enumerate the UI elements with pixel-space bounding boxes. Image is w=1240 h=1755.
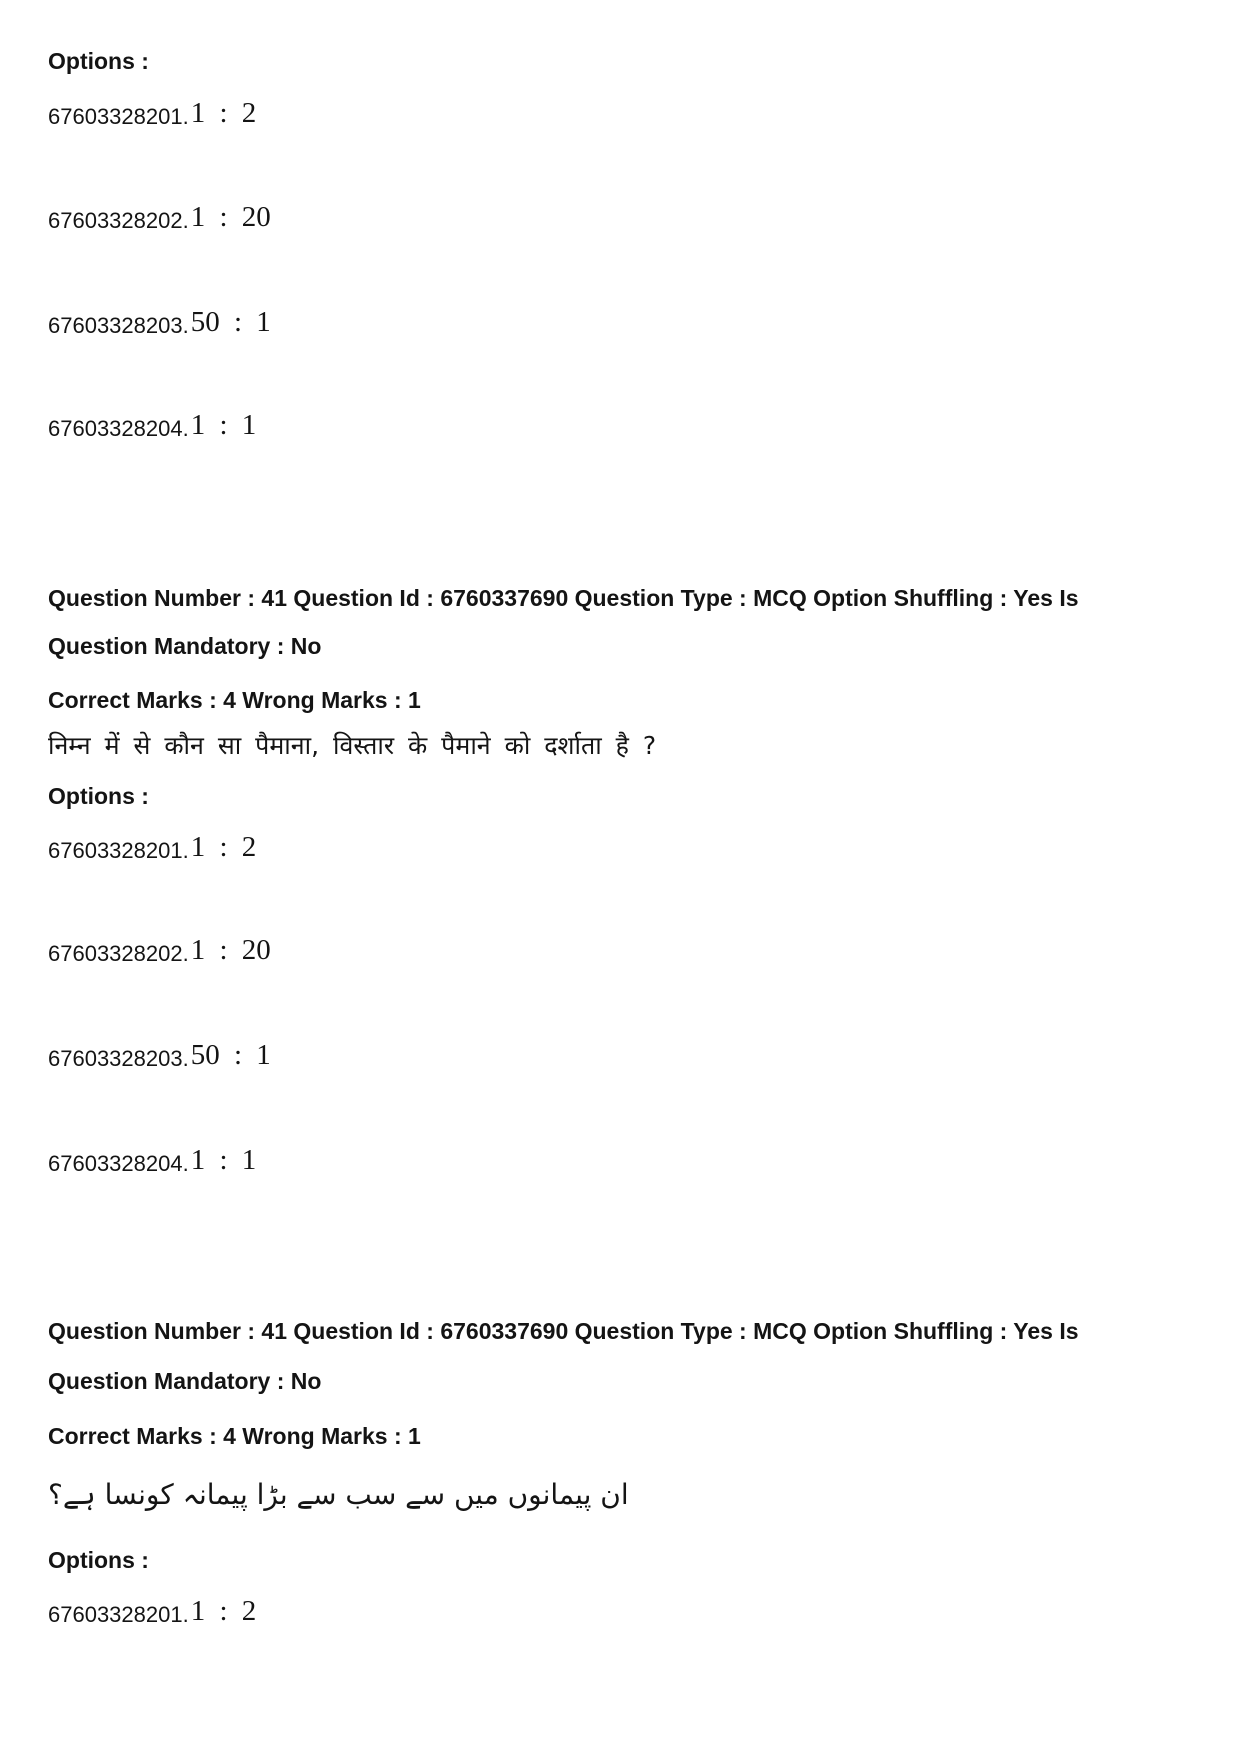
option-row <box>48 1144 256 1180</box>
option-value: 50 : 1 <box>190 1039 271 1071</box>
option-row <box>48 97 256 133</box>
option-row <box>48 409 256 445</box>
option-number: 67603328201. <box>48 1602 189 1627</box>
option-number: 67603328203. <box>48 313 189 338</box>
option-value: 1 : 2 <box>190 1595 257 1627</box>
option-number: 67603328201. <box>48 104 189 129</box>
option-value: 1 : 1 <box>190 409 257 441</box>
question-marks: Correct Marks : 4 Wrong Marks : 1 <box>48 687 421 713</box>
option-row <box>48 201 271 237</box>
question-marks: Correct Marks : 4 Wrong Marks : 1 <box>48 1423 421 1449</box>
option-row <box>48 306 271 342</box>
option-row <box>48 1039 271 1075</box>
options-label: Options : <box>48 783 149 809</box>
options-label: Options : <box>48 1547 149 1573</box>
option-number: 67603328202. <box>48 208 189 233</box>
option-value: 1 : 2 <box>190 831 257 863</box>
question-mandatory: Question Mandatory : No <box>48 633 322 659</box>
question-header: Question Number : 41 Question Id : 6760337690 Question Type : MCQ Option Shuffling : Yes Is <box>48 585 1079 611</box>
option-row <box>48 934 271 970</box>
question-header: Question Number : 41 Question Id : 6760337690 Question Type : MCQ Option Shuffling : Yes Is <box>48 1318 1079 1344</box>
option-number: 67603328203. <box>48 1046 189 1071</box>
option-number: 67603328202. <box>48 941 189 966</box>
option-row <box>48 1595 256 1631</box>
option-value: 1 : 20 <box>190 201 271 233</box>
options-label: Options : <box>48 48 149 74</box>
question-text: निम्न में से कौन सा पैमाना, विस्तार के पैमाने को दर्शाता है ? <box>48 731 657 760</box>
option-number: 67603328201. <box>48 838 189 863</box>
option-value: 1 : 1 <box>190 1144 257 1176</box>
option-number: 67603328204. <box>48 416 189 441</box>
option-number: 67603328204. <box>48 1151 189 1176</box>
option-value: 1 : 20 <box>190 934 271 966</box>
question-mandatory: Question Mandatory : No <box>48 1368 322 1394</box>
option-row <box>48 831 256 867</box>
option-value: 50 : 1 <box>190 306 271 338</box>
option-value: 1 : 2 <box>190 97 257 129</box>
question-text: ان پیمانوں میں سے سب سے بڑا پیمانہ کونسا ہے؟ <box>48 1478 629 1511</box>
